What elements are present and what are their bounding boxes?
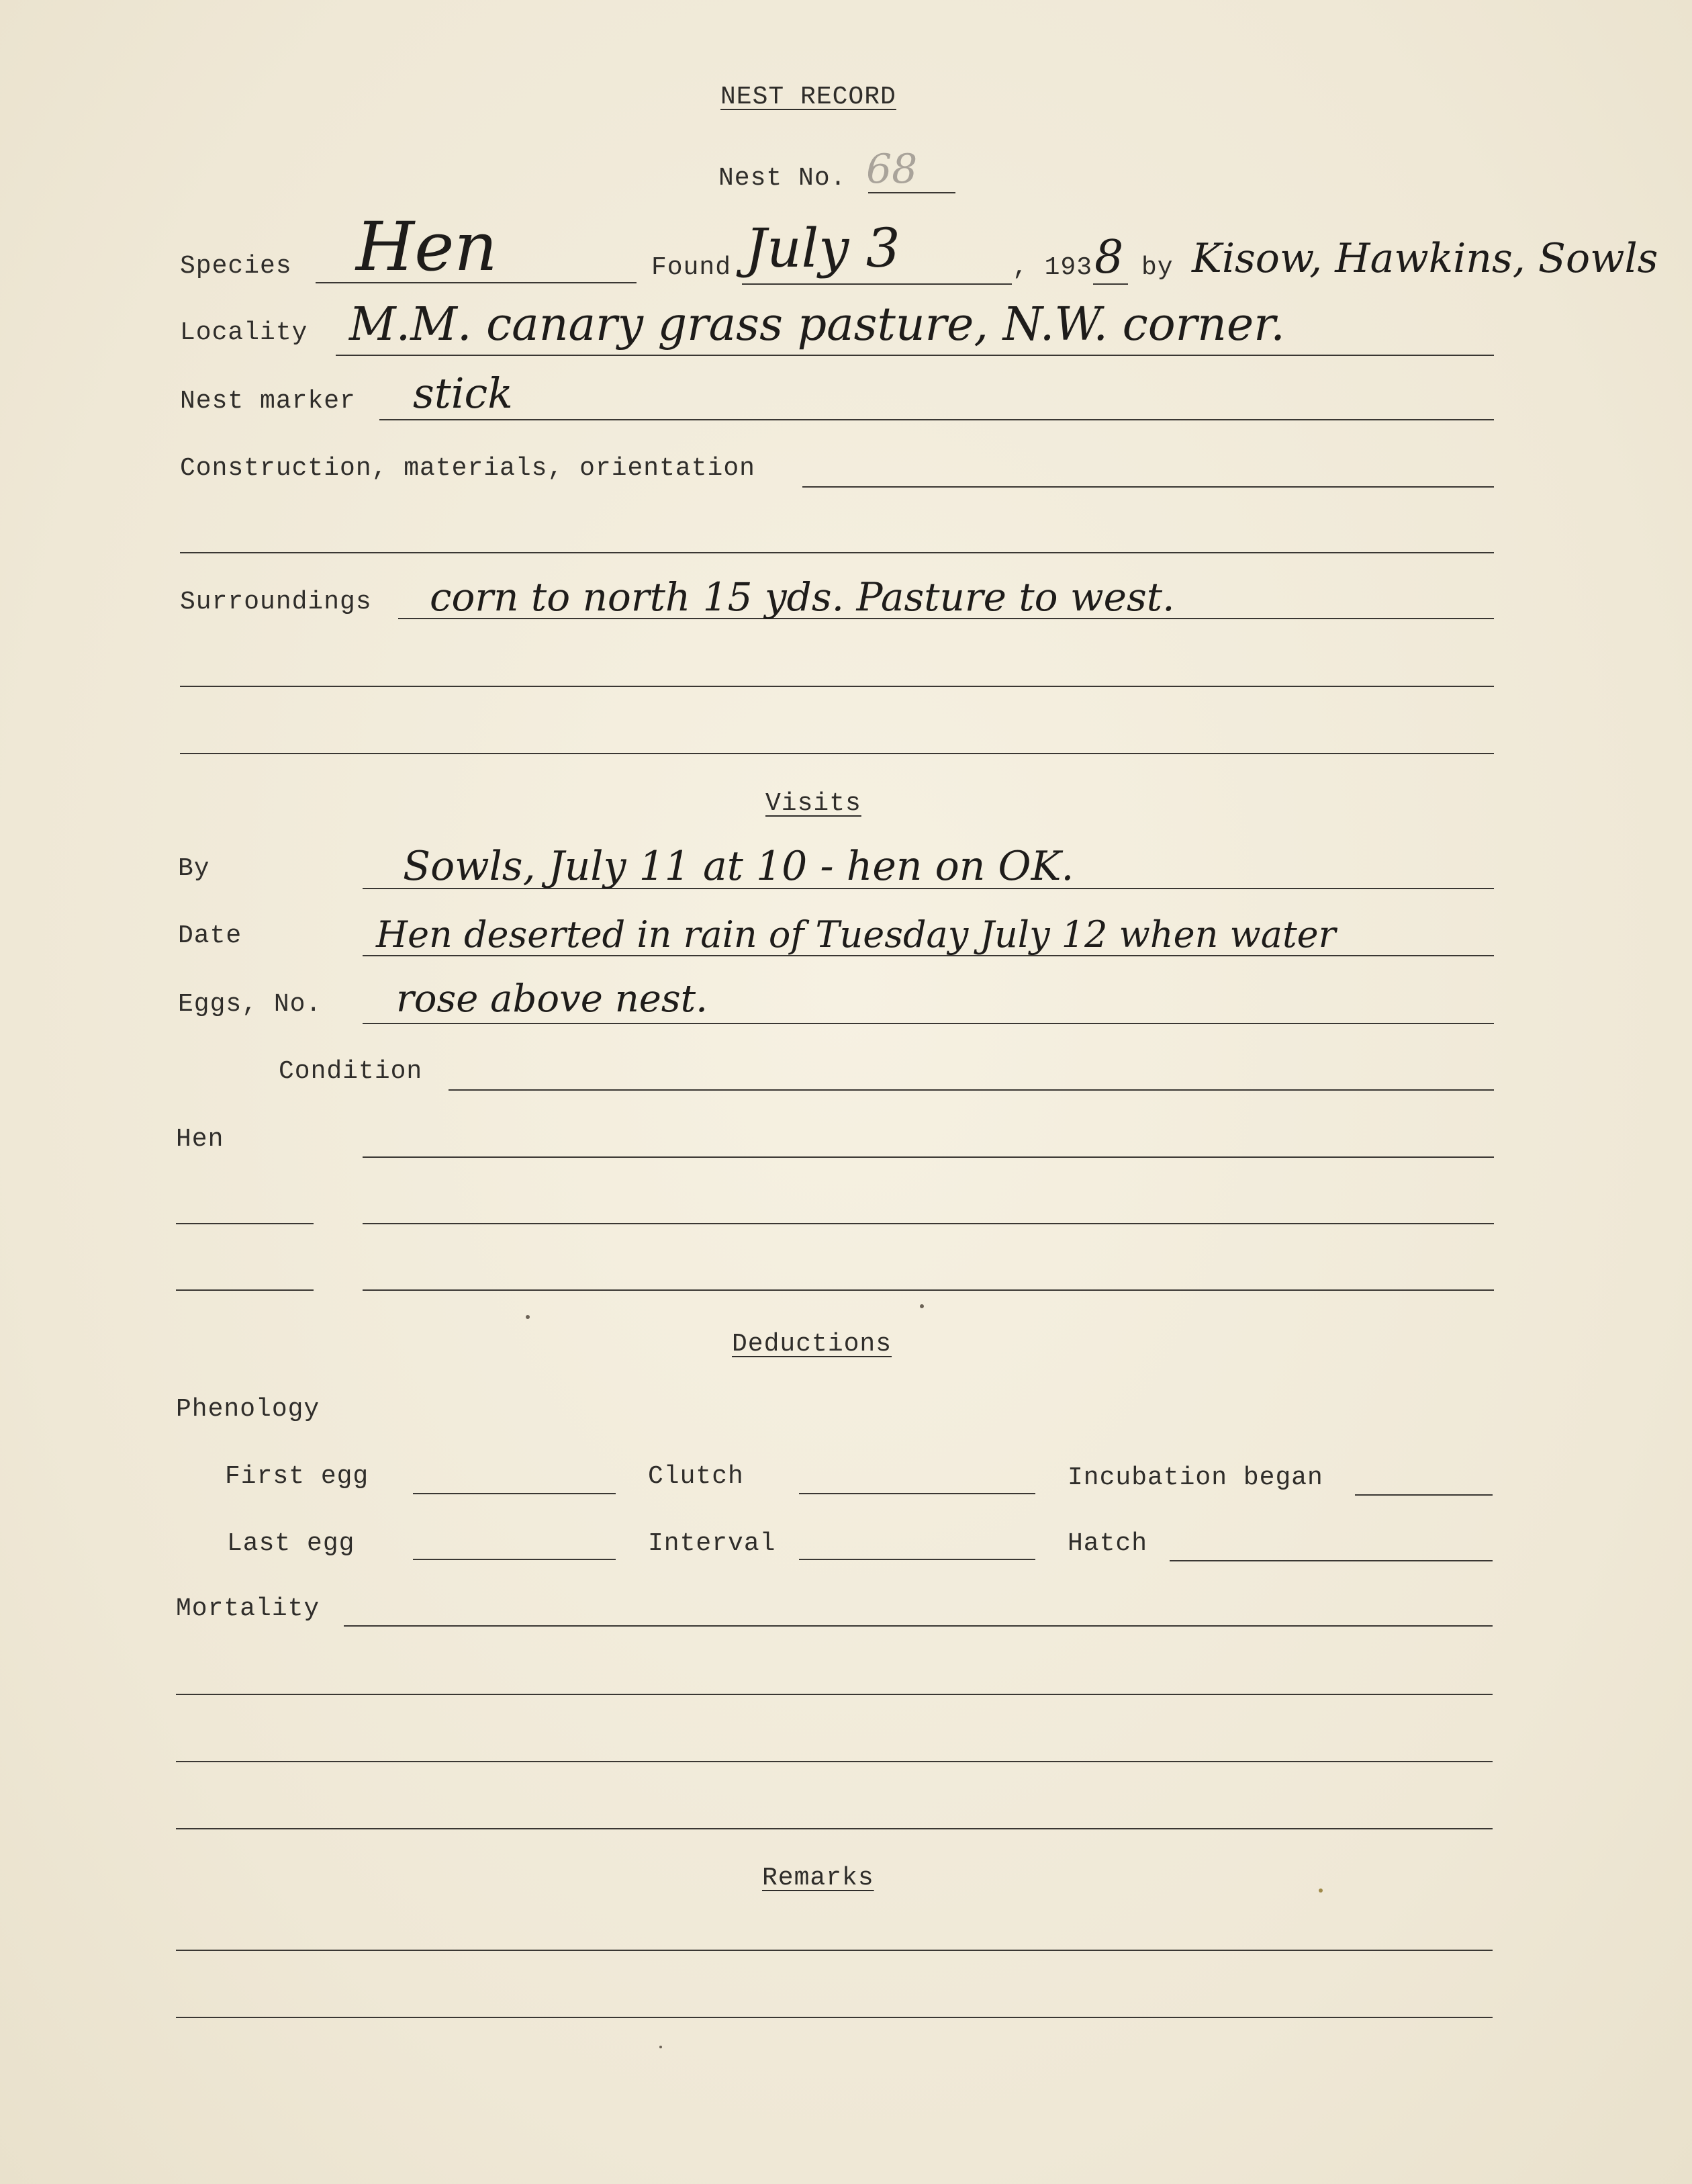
clutch-label: Clutch (648, 1462, 744, 1491)
mortality-line-3[interactable] (176, 1761, 1493, 1762)
found-date-value: July 3 (745, 217, 900, 279)
found-year-value: 8 (1094, 231, 1124, 284)
form-title: NEST RECORD (720, 83, 896, 111)
visits-extra-label-line-2[interactable] (176, 1289, 314, 1291)
construction-line-1[interactable] (802, 486, 1494, 488)
visits-eggs-label: Eggs, No. (178, 990, 322, 1019)
visits-hen-label: Hen (176, 1125, 224, 1154)
paper-speck (1319, 1889, 1323, 1893)
nest-marker-line[interactable] (379, 419, 1494, 420)
found-by-value: Kisow, Hawkins, Sowls (1192, 235, 1658, 282)
locality-value: M.M. canary grass pasture, N.W. corner. (349, 298, 1285, 351)
paper-speck (526, 1315, 530, 1319)
nest-no-label: Nest No. (718, 164, 847, 193)
locality-label: Locality (180, 318, 308, 347)
found-by-label: by (1141, 253, 1174, 282)
deductions-heading: Deductions (732, 1330, 892, 1359)
construction-line-2[interactable] (180, 552, 1494, 553)
construction-label: Construction, materials, orientation (180, 454, 755, 483)
surroundings-label: Surroundings (180, 588, 372, 617)
mortality-line-4[interactable] (176, 1828, 1493, 1829)
found-label: Found (651, 253, 732, 282)
hatch-label: Hatch (1068, 1529, 1148, 1558)
incubation-began-line[interactable] (1355, 1494, 1493, 1496)
nest-marker-value: stick (413, 369, 513, 418)
remarks-line-2[interactable] (176, 2017, 1493, 2018)
nest-no-value: 68 (866, 146, 918, 193)
last-egg-line[interactable] (413, 1559, 616, 1560)
nest-marker-label: Nest marker (180, 387, 356, 416)
clutch-line[interactable] (799, 1493, 1035, 1494)
paper-speck (659, 2046, 662, 2048)
visits-line-6[interactable] (363, 1223, 1494, 1224)
found-date-line[interactable] (742, 283, 1012, 285)
visits-line-4[interactable] (449, 1089, 1494, 1091)
interval-line[interactable] (799, 1559, 1035, 1560)
visits-line-7[interactable] (363, 1289, 1494, 1291)
incubation-began-label: Incubation began (1068, 1463, 1323, 1492)
species-label: Species (180, 252, 292, 281)
visits-extra-label-line-1[interactable] (176, 1223, 314, 1224)
visits-date-label: Date (178, 921, 242, 950)
visits-line-3[interactable] (363, 1023, 1494, 1024)
remarks-heading: Remarks (762, 1864, 874, 1893)
paper-speck (920, 1304, 924, 1308)
visits-entry-3: rose above nest. (396, 977, 708, 1021)
mortality-label: Mortality (176, 1594, 320, 1623)
visits-condition-label: Condition (279, 1057, 423, 1086)
remarks-line-1[interactable] (176, 1950, 1493, 1951)
visits-line-5[interactable] (363, 1156, 1494, 1158)
first-egg-line[interactable] (413, 1493, 616, 1494)
visits-heading: Visits (765, 789, 861, 818)
species-value: Hen (356, 208, 498, 286)
last-egg-label: Last egg (227, 1529, 355, 1558)
surroundings-line-3[interactable] (180, 753, 1494, 754)
interval-label: Interval (648, 1529, 776, 1558)
mortality-line-2[interactable] (176, 1694, 1493, 1695)
visits-by-label: By (178, 854, 210, 883)
first-egg-label: First egg (225, 1462, 369, 1491)
phenology-label: Phenology (176, 1395, 320, 1424)
visits-entry-2: Hen deserted in rain of Tuesday July 12 when water (376, 913, 1336, 956)
visits-entry-1: Sowls, July 11 at 10 - hen on OK. (403, 843, 1074, 890)
surroundings-value: corn to north 15 yds. Pasture to west. (430, 574, 1175, 620)
locality-line[interactable] (336, 355, 1494, 356)
surroundings-line-2[interactable] (180, 686, 1494, 687)
found-year-prefix: , 193 (1013, 253, 1093, 282)
hatch-line[interactable] (1170, 1560, 1493, 1561)
mortality-line-1[interactable] (344, 1625, 1493, 1627)
